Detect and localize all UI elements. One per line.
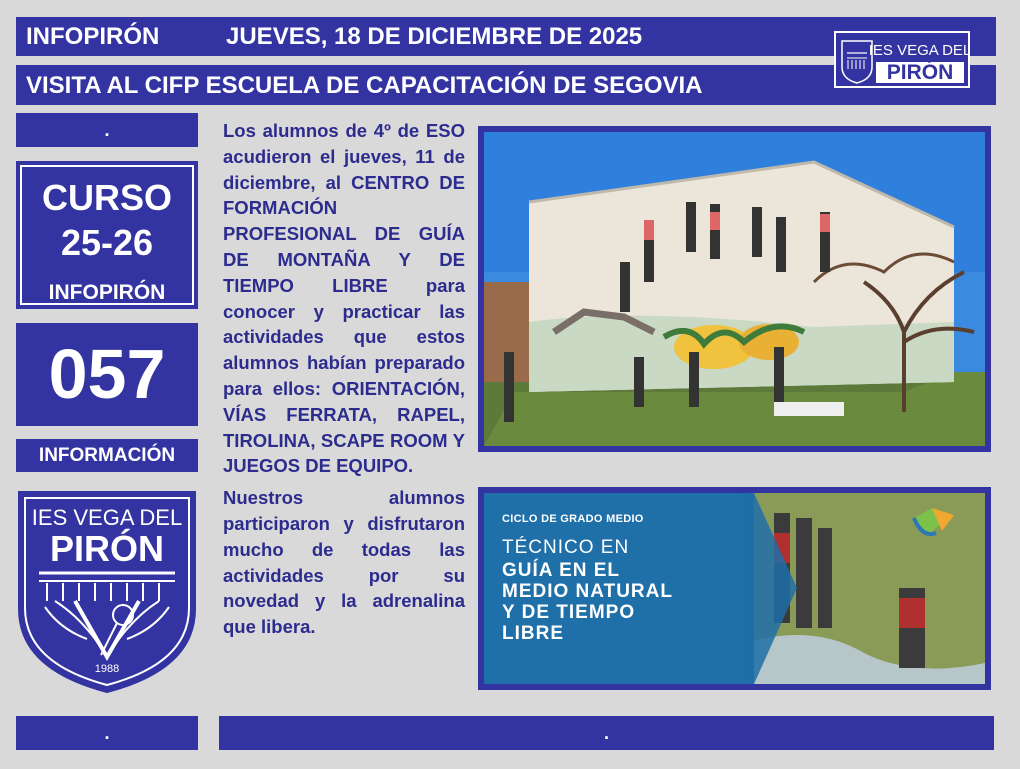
sidebar-dot-top: . [16, 113, 198, 147]
footer-dot-right: . [219, 716, 994, 750]
course-box-frame [20, 165, 194, 305]
shield-name: PIRÓN [49, 528, 165, 569]
school-shield [15, 489, 199, 695]
shield-year: 1988 [94, 663, 120, 675]
course-label: CURSO [41, 177, 172, 218]
section-label: INFORMACIÓN [16, 439, 198, 472]
banner-chevron-shape [742, 493, 802, 684]
climbing-wall-image [484, 132, 985, 446]
article-body [223, 118, 465, 646]
banner-line-2: GUÍA EN EL [502, 560, 621, 581]
banner-line-4: Y DE TIEMPO [502, 602, 636, 623]
banner-title [502, 560, 673, 644]
school-logo-small-graphic [836, 33, 968, 86]
course-banner-photo [478, 487, 991, 690]
course-year: 25-26 [60, 222, 154, 263]
footer-dot-left: . [16, 716, 198, 750]
logo-line1: IES VEGA DEL [868, 42, 968, 59]
issue-number: 057 [16, 323, 198, 426]
course-banner [484, 493, 754, 684]
logo-line2: PIRÓN [886, 61, 954, 84]
banner-line-3: MEDIO NATURAL [502, 581, 673, 602]
headline: VISITA AL CIFP ESCUELA DE CAPACITACIÓN DE SEGOVIA [26, 72, 703, 99]
course-box [16, 161, 198, 309]
school-logo-small [834, 31, 970, 88]
banner-line-1: TÉCNICO EN [502, 537, 630, 558]
banner-small-label: CICLO DE GRADO MEDIO [502, 513, 644, 525]
course-banner-image [484, 493, 985, 684]
article-paragraph-2: Nuestros alumnos participaron y disfrutaron mucho de todas las actividades por su novedad y la adrenalina que libera. [223, 487, 465, 638]
banner-line-5: LIBRE [502, 623, 564, 644]
climbing-wall-photo [478, 126, 991, 452]
school-shield-graphic [15, 489, 199, 695]
shield-top-text: IES VEGA DEL [31, 505, 183, 530]
article-paragraph-1: Los alumnos de 4º de ESO acudieron el jueves, 11 de diciembre, al CENTRO DE FORMACIÓN PROFESIONAL DE GUÍA DE MONTAÑA Y DE TIEMPO LIBRE para conocer y practicar las actividades que estos alumnos habían preparado para ellos: ORIENTACIÓN, VÍAS FERRATA, RAPEL, TIROLINA, SCAPE ROOM Y JUEGOS DE EQUIPO. [223, 120, 465, 477]
date-label: JUEVES, 18 DE DICIEMBRE DE 2025 [226, 23, 643, 50]
course-brand: INFOPIRÓN [48, 281, 166, 304]
brand-title: INFOPIRÓN [26, 23, 160, 50]
